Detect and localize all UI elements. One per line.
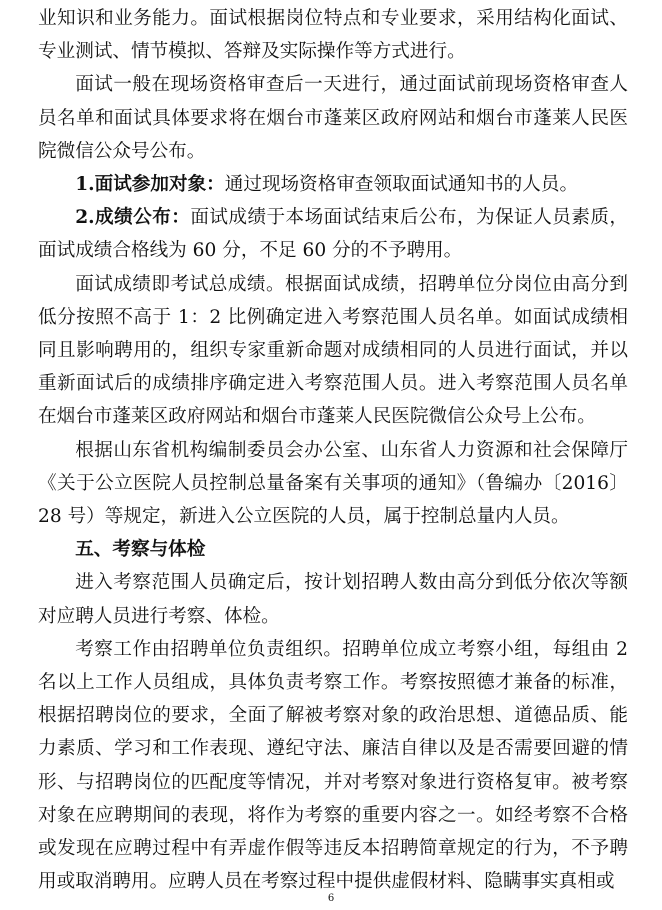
paragraph-inspection-work: 考察工作由招聘单位负责组织。招聘单位成立考察小组，每组由 2 名以上工作人员组成，具体负责考察工作。考察按照德才兼备的标准，根据招聘岗位的要求，全面了解被考察对象的政治思想、道德品质、能力素质、学习和工作表现、遵纪守法、廉洁自律以及是否需要回避的情形、与招聘岗位的匹配度等情况，并对考察对象进行资格复审。被考察对象在应聘期间的表现，将作为考察的重要内容之一。如经考察不合格或发现在应聘过程中有弄虚作假等违反本招聘简章规定的行为，不予聘用或取消聘用。应聘人员在考察过程中提供虚假材料、隐瞒事实真相或 [38,638,628,893]
paragraph-interview-schedule: 面试一般在现场资格审查后一天进行，通过面试前现场资格审查人员名单和面试具体要求将在烟台市蓬莱区政府网站和烟台市蓬莱人民医院微信公众号公布。 [38,74,628,162]
paragraph-total-score: 面试成绩即考试总成绩。根据面试成绩，招聘单位分岗位由高分到低分按照不高于 1：2 比例确定进入考察范围人员名单。如面试成绩相同且影响聘用的，组织专家重新命题对成绩相同的人员进行面试，并以重新面试后的成绩排序确定进入考察范围人员。进入考察范围人员名单在烟台市蓬莱区政府网站和烟台市蓬莱人民医院微信公众号上公布。 [38,273,628,428]
item-label: 2.成绩公布： [75,207,191,229]
paragraph-regulation: 根据山东省机构编制委员会办公室、山东省人力资源和社会保障厅《关于公立医院人员控制总量备案有关事项的通知》（鲁编办〔2016〕28 号）等规定，新进入公立医院的人员，属于控制总量内人员。 [38,439,628,528]
item-text: 通过现场资格审查领取面试通知书的人员。 [224,174,579,196]
paragraph-interview-method: 业知识和业务能力。面试根据岗位特点和专业要求，采用结构化面试、专业测试、情节模拟、答辩及实际操作等方式进行。 [38,8,628,63]
paragraph-score-announcement [38,201,628,267]
paragraph-inspection-start: 进入考察范围人员确定后，按计划招聘人数由高分到低分依次等额对应聘人员进行考察、体检。 [38,572,628,627]
section-heading-inspection: 五、考察与体检 [75,539,206,561]
body-text [38,2,628,898]
item-label: 1.面试参加对象： [75,174,225,196]
page-number: 6 [327,893,335,904]
item-text: 面试成绩于本场面试结束后公布，为保证人员素质，面试成绩合格线为 60 分，不足 60 分的不予聘用。 [38,207,628,262]
paragraph-interview-participants [38,168,628,201]
